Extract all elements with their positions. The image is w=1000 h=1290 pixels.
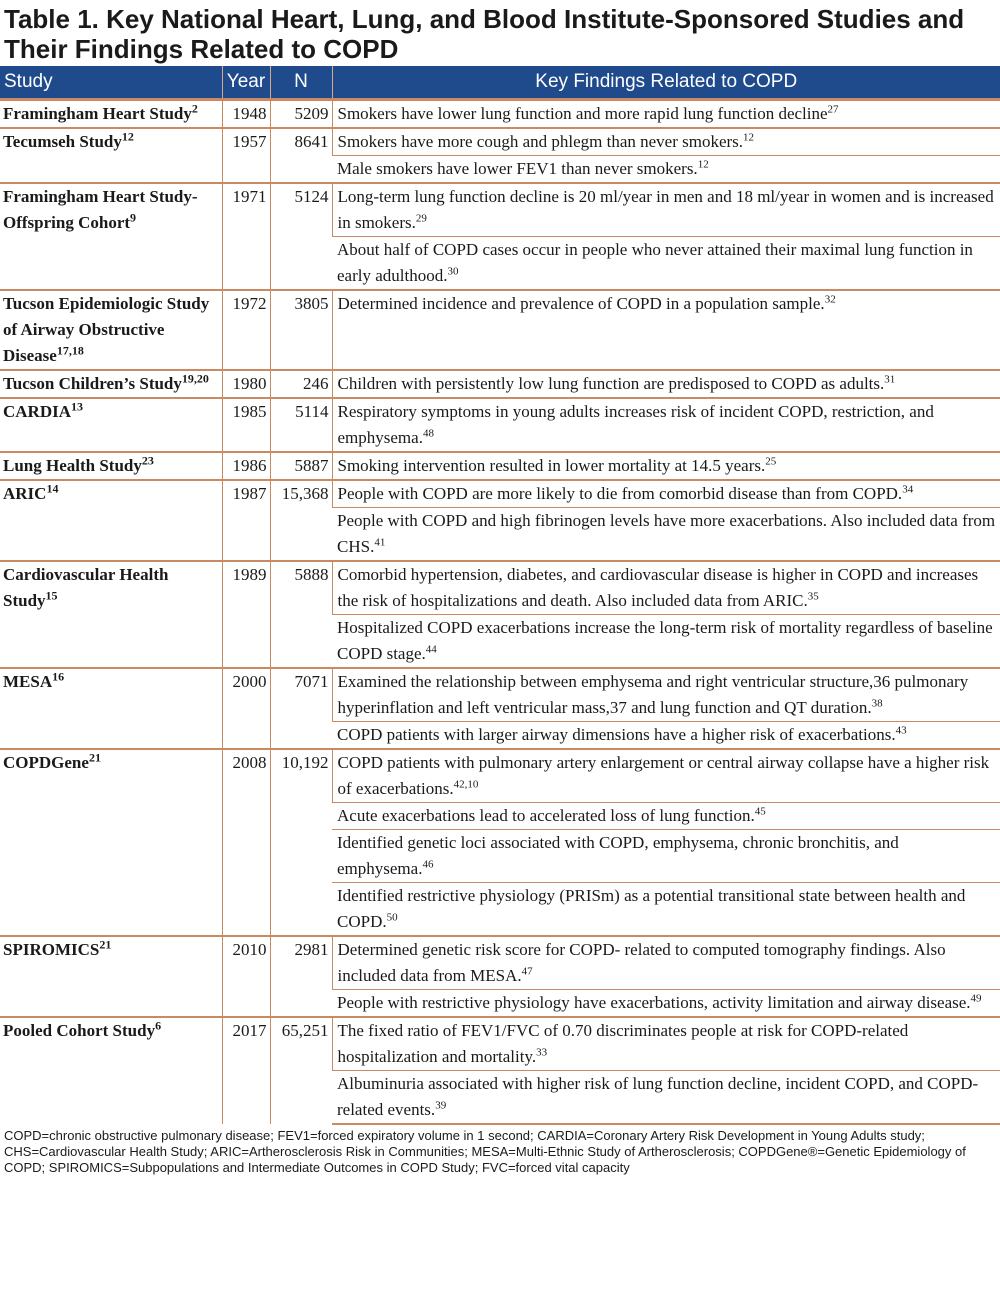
study-name: Framingham Heart Study [3, 104, 192, 123]
table-row [0, 668, 1000, 722]
table-row [0, 128, 1000, 156]
study-year: 1971 [222, 183, 270, 290]
header-n: N [270, 66, 332, 100]
finding-text: COPD patients with pulmonary artery enlargement or central airway collapse have a higher risk of exacerbations. [337, 753, 990, 798]
header-findings: Key Findings Related to COPD [332, 66, 1000, 100]
finding-text: About half of COPD cases occur in people who never attained their maximal lung function in early adulthood. [337, 240, 973, 285]
finding-text: Smoking intervention resulted in lower mortality at 14.5 years. [337, 456, 766, 475]
study-sample-size: 5887 [270, 452, 332, 480]
finding-text: COPD patients with larger airway dimensions have a higher risk of exacerbations. [337, 725, 896, 744]
finding-cell [332, 668, 1000, 722]
finding-cell [332, 1017, 1000, 1071]
finding-text: Acute exacerbations lead to accelerated loss of lung function. [337, 806, 755, 825]
finding-reference: 31 [884, 373, 896, 386]
finding-reference: 45 [754, 805, 766, 818]
study-sample-size: 5888 [270, 561, 332, 668]
finding-cell [332, 749, 1000, 803]
study-sample-size: 15,368 [270, 480, 332, 561]
study-year: 1980 [222, 370, 270, 398]
finding-cell [332, 1071, 1000, 1125]
finding-cell [332, 508, 1000, 562]
table-row [0, 100, 1000, 129]
study-name: CARDIA [3, 402, 71, 421]
table-title: Table 1. Key National Heart, Lung, and Blood Institute-Sponsored Studies and Their Findings Related to COPD [4, 4, 965, 64]
table-row [0, 290, 1000, 370]
finding-cell [332, 883, 1000, 937]
finding-cell [332, 830, 1000, 883]
finding-reference: 12 [697, 158, 709, 171]
study-reference: 17,18 [56, 343, 84, 358]
table-row [0, 749, 1000, 803]
finding-reference: 39 [435, 1099, 447, 1112]
table-row [0, 561, 1000, 615]
study-name: COPDGene [3, 753, 89, 772]
finding-text: People with COPD and high fibrinogen levels have more exacerbations. Also included data from CHS. [337, 511, 996, 556]
study-name-cell [0, 370, 222, 398]
finding-text: Long-term lung function decline is 20 ml/year in men and 18 ml/year in women and is increased in smokers. [337, 187, 994, 232]
study-name-cell [0, 561, 222, 668]
table-body [0, 100, 1000, 1125]
finding-reference: 33 [536, 1046, 548, 1059]
finding-cell [332, 615, 1000, 669]
study-reference: 13 [71, 399, 83, 414]
finding-cell [332, 722, 1000, 750]
study-name-cell [0, 452, 222, 480]
finding-text: The fixed ratio of FEV1/FVC of 0.70 discriminates people at risk for COPD-related hospitalization and mortality. [337, 1021, 909, 1066]
study-reference: 21 [99, 937, 112, 952]
finding-reference: 29 [415, 212, 427, 225]
study-name-cell [0, 1017, 222, 1124]
study-name-cell [0, 668, 222, 749]
study-year: 1987 [222, 480, 270, 561]
finding-reference: 48 [422, 427, 434, 440]
study-sample-size: 246 [270, 370, 332, 398]
table-row [0, 398, 1000, 452]
finding-reference: 30 [447, 265, 459, 278]
study-sample-size: 65,251 [270, 1017, 332, 1124]
header-study: Study [0, 66, 222, 100]
study-sample-size: 2981 [270, 936, 332, 1017]
finding-reference: 41 [374, 536, 386, 549]
finding-reference: 32 [824, 293, 836, 306]
study-year: 2017 [222, 1017, 270, 1124]
finding-cell [332, 398, 1000, 452]
finding-cell [332, 370, 1000, 398]
study-name: Tucson Children’s Study [3, 374, 182, 393]
study-name-cell [0, 936, 222, 1017]
finding-text: People with COPD are more likely to die from comorbid disease than from COPD. [337, 484, 903, 503]
table-footnote: COPD=chronic obstructive pulmonary disease; FEV1=forced expiratory volume in 1 second; CARDIA=Coronary Artery Risk Development in Young Adults study; CHS=Cardiovascular Health Study; ARIC=Artherosclerosis Risk in Communities; MESA=Multi-Ethnic Study of Artherosclerosis; COPDGene®=Genetic Epidemiology of COPD; SPIROMICS=Subpopulations and Intermediate Outcomes in COPD Study; FVC=forced vital capacity [4, 1128, 966, 1175]
study-reference: 6 [155, 1018, 162, 1033]
study-sample-size: 7071 [270, 668, 332, 749]
studies-table [0, 66, 1000, 1125]
study-sample-size: 5114 [270, 398, 332, 452]
header-row [0, 66, 1000, 100]
study-name: MESA [3, 672, 53, 691]
study-name-cell [0, 100, 222, 129]
study-name-cell [0, 183, 222, 290]
finding-text: Hospitalized COPD exacerbations increase the long-term risk of mortality regardless of baseline COPD stage. [337, 618, 993, 663]
finding-reference: 27 [827, 103, 839, 116]
finding-text: Albuminuria associated with higher risk of lung function decline, incident COPD, and COPD-related events. [337, 1074, 979, 1119]
study-reference: 21 [88, 750, 101, 765]
study-name-cell [0, 480, 222, 561]
finding-reference: 43 [895, 724, 907, 737]
finding-reference: 35 [807, 590, 819, 603]
finding-text: Smokers have more cough and phlegm than never smokers. [337, 132, 744, 151]
study-sample-size: 3805 [270, 290, 332, 370]
finding-cell [332, 156, 1000, 184]
study-year: 2000 [222, 668, 270, 749]
study-year: 1957 [222, 128, 270, 183]
finding-reference: 50 [386, 911, 398, 924]
study-year: 2010 [222, 936, 270, 1017]
study-name: Tucson Epidemiologic Study of Airway Obstructive Disease [3, 294, 210, 365]
study-name: SPIROMICS [3, 940, 100, 959]
finding-cell [332, 290, 1000, 370]
finding-reference: 25 [765, 455, 777, 468]
study-reference: 15 [45, 588, 58, 603]
finding-reference: 38 [871, 697, 883, 710]
finding-text: Comorbid hypertension, diabetes, and cardiovascular disease is higher in COPD and increases the risk of hospitalizations and death. Also included data from ARIC. [337, 565, 979, 610]
study-year: 1989 [222, 561, 270, 668]
study-year: 2008 [222, 749, 270, 936]
table-row [0, 1017, 1000, 1071]
finding-text: Male smokers have lower FEV1 than never smokers. [337, 159, 698, 178]
study-name-cell [0, 398, 222, 452]
study-year: 1986 [222, 452, 270, 480]
finding-reference: 12 [743, 131, 755, 144]
header-year: Year [222, 66, 270, 100]
study-reference: 12 [121, 129, 134, 144]
finding-text: Identified genetic loci associated with COPD, emphysema, chronic bronchitis, and emphysema. [337, 833, 899, 878]
study-reference: 9 [130, 210, 137, 225]
finding-reference: 42,10 [453, 778, 479, 791]
finding-text: Determined incidence and prevalence of COPD in a population sample. [337, 294, 825, 313]
study-reference: 2 [191, 101, 198, 116]
finding-cell [332, 803, 1000, 830]
study-year: 1985 [222, 398, 270, 452]
study-name-cell [0, 128, 222, 183]
finding-text: Smokers have lower lung function and more rapid lung function decline [337, 104, 828, 123]
table-row [0, 480, 1000, 508]
finding-cell [332, 480, 1000, 508]
study-name-cell [0, 749, 222, 936]
study-sample-size: 10,192 [270, 749, 332, 936]
study-name-cell [0, 290, 222, 370]
table-row [0, 452, 1000, 480]
finding-reference: 46 [422, 858, 434, 871]
study-year: 1972 [222, 290, 270, 370]
finding-text: Determined genetic risk score for COPD- related to computed tomography findings. Also included data from MESA. [337, 940, 946, 985]
study-reference: 23 [141, 453, 154, 468]
finding-reference: 47 [521, 965, 533, 978]
finding-text: Identified restrictive physiology (PRISm) as a potential transitional state between health and COPD. [337, 886, 966, 931]
study-sample-size: 5124 [270, 183, 332, 290]
study-name: ARIC [3, 484, 47, 503]
finding-text: People with restrictive physiology have exacerbations, activity limitation and airway disease. [337, 993, 971, 1012]
finding-cell [332, 936, 1000, 990]
finding-cell [332, 128, 1000, 156]
study-reference: 19,20 [181, 371, 209, 386]
study-name: Lung Health Study [3, 456, 142, 475]
finding-cell [332, 237, 1000, 291]
study-name: Framingham Heart Study-Offspring Cohort [3, 187, 198, 232]
study-name: Pooled Cohort Study [3, 1021, 156, 1040]
finding-text: Respiratory symptoms in young adults increases risk of incident COPD, restriction, and emphysema. [337, 402, 934, 447]
finding-cell [332, 452, 1000, 480]
study-sample-size: 5209 [270, 100, 332, 129]
study-reference: 16 [52, 669, 65, 684]
study-name: Tecumseh Study [3, 132, 122, 151]
finding-cell [332, 561, 1000, 615]
study-sample-size: 8641 [270, 128, 332, 183]
table-row [0, 370, 1000, 398]
finding-reference: 49 [970, 992, 982, 1005]
table-row [0, 183, 1000, 237]
finding-cell [332, 990, 1000, 1018]
finding-reference: 34 [902, 483, 914, 496]
finding-text: Children with persistently low lung function are predisposed to COPD as adults. [337, 374, 885, 393]
study-reference: 14 [46, 481, 59, 496]
finding-text: Examined the relationship between emphysema and right ventricular structure,36 pulmonary hyperinflation and left ventricular mass,37 and lung function and QT duration. [337, 672, 969, 717]
study-year: 1948 [222, 100, 270, 129]
table-row [0, 936, 1000, 990]
finding-cell [332, 100, 1000, 129]
finding-reference: 44 [425, 643, 437, 656]
study-name: Cardiovascular Health Study [3, 565, 169, 610]
finding-cell [332, 183, 1000, 237]
